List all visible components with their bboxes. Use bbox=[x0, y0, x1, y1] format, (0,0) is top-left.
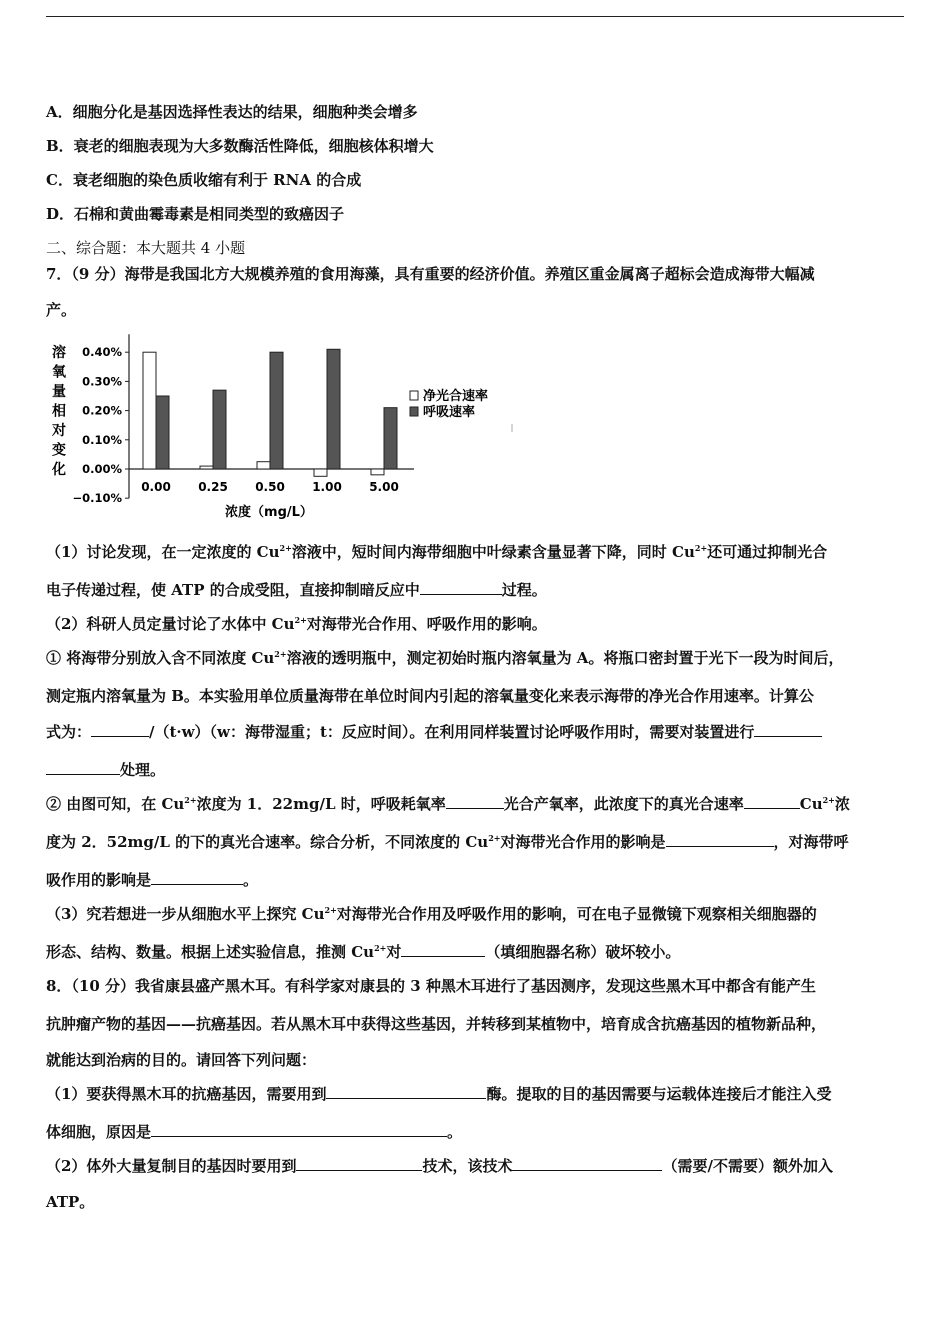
legend-swatch bbox=[410, 391, 418, 400]
x-tick-label: 5.00 bbox=[369, 480, 399, 494]
q7-part2-item2-line-2: 度为 2．52mg/L 的下的真光合速率。综合分析，不同浓度的 $Cu^{2+}$对海带光合作用的影响是 ，对海带呼 bbox=[46, 833, 849, 851]
q7-part1-line-2: 电子传递过程，使 ATP 的合成受阻，直接抑制暗反应中 过程。 bbox=[46, 581, 547, 599]
chart-y-axis-label bbox=[51, 344, 67, 478]
answer-blank[interactable] bbox=[296, 1156, 422, 1171]
legend-label: 呼吸速率 bbox=[423, 405, 476, 420]
q7-part3-line-1: （3）究若想进一步从细胞水平上探究 $Cu^{2+}$对海带光合作用及呼吸作用的影响，可在电子显微镜下观察相关细胞器的 bbox=[46, 905, 817, 923]
y-tick-label: −0.10% bbox=[72, 491, 122, 506]
option-a: A．细胞分化是基因选择性表达的结果，细胞种类会增多 bbox=[46, 103, 418, 121]
legend-label: 净光合速率 bbox=[423, 389, 489, 404]
q8-part2-line-1: （2）体外大量复制目的基因时要用到 技术，该技术 （需要/不需要）额外加入 bbox=[46, 1157, 833, 1175]
bar-respiration bbox=[213, 390, 226, 469]
bar-net-photosynthesis bbox=[371, 469, 384, 475]
bar-respiration bbox=[384, 408, 397, 469]
y-tick-label: 0.00% bbox=[82, 462, 122, 476]
bar-respiration bbox=[270, 352, 283, 469]
y-tick-label: 0.40% bbox=[82, 345, 122, 360]
answer-blank[interactable] bbox=[420, 580, 502, 595]
y-axis-label-char: 量 bbox=[52, 384, 66, 400]
y-axis-label-char: 对 bbox=[52, 423, 66, 439]
q8-stem-line-2: 抗肿瘤产物的基因——抗癌基因。若从黑木耳中获得这些基因，并转移到某植物中，培育成含抗癌基因的植物新品种， bbox=[46, 1015, 827, 1033]
q7-part2-item1-line-2: 测定瓶内溶氧量为 B。本实验用单位质量海带在单位时间内引起的溶氧量变化来表示海带的净光合作用速率。计算公 bbox=[46, 687, 814, 705]
y-tick-label: 0.20% bbox=[82, 403, 122, 418]
q7-part3-line-2: 形态、结构、数量。根据上述实验信息，推测 $Cu^{2+}$对 （填细胞器名称）破坏较小。 bbox=[46, 943, 681, 961]
bar-net-photosynthesis bbox=[143, 352, 156, 469]
y-axis-label-char: 氧 bbox=[52, 364, 66, 381]
answer-blank[interactable] bbox=[666, 832, 774, 847]
y-tick-label: 0.10% bbox=[82, 432, 122, 447]
x-tick-label: 1.00 bbox=[312, 480, 342, 494]
y-axis-label-char: 化 bbox=[52, 462, 66, 478]
q7-part2-item2-line-1: ② 由图可知，在 $Cu^{2+}$浓度为 1．22mg/L 时，呼吸耗氧率 光合产氧率，此浓度下的真光合速率 $Cu^{2+}$浓 bbox=[46, 795, 850, 813]
q7-stem-line-1: 7．（9 分）海带是我国北方大规模养殖的食用海藻，具有重要的经济价值。养殖区重金属离子超标会造成海带大幅减 bbox=[46, 265, 815, 283]
q7-part2-item1-line-3: 式为： /（t·w）（w：海带湿重；t：反应时间）。在利用同样装置讨论呼吸作用时，需要对装置进行 bbox=[46, 722, 822, 742]
q8-stem-line-3: 就能达到治病的目的。请回答下列问题： bbox=[46, 1051, 317, 1069]
chart-x-axis-label: 浓度（mg/L） bbox=[225, 505, 313, 520]
answer-blank[interactable] bbox=[91, 722, 149, 737]
y-axis-label-char: 相 bbox=[52, 403, 66, 420]
chart-x-ticks bbox=[141, 480, 399, 494]
answer-blank[interactable] bbox=[744, 794, 800, 809]
q7-part1-line-1: （1）讨论发现，在一定浓度的 $Cu^{2+}$溶液中，短时间内海带细胞中叶绿素含量显著下降，同时 $Cu^{2+}$还可通过抑制光合 bbox=[46, 543, 828, 561]
answer-blank[interactable] bbox=[446, 794, 504, 809]
option-c: C．衰老细胞的染色质收缩有利于 RNA 的合成 bbox=[46, 171, 362, 189]
q8-part1-line-1: （1）要获得黑木耳的抗癌基因，需要用到 酶。提取的目的基因需要与运载体连接后才能注入受 bbox=[46, 1085, 832, 1103]
bar-respiration bbox=[156, 396, 169, 469]
answer-blank[interactable] bbox=[512, 1156, 662, 1171]
x-tick-label: 0.50 bbox=[255, 480, 285, 494]
answer-blank[interactable] bbox=[151, 870, 243, 885]
y-axis-label-char: 变 bbox=[52, 442, 66, 459]
answer-blank[interactable] bbox=[326, 1084, 486, 1099]
q7-stem-line-2: 产。 bbox=[46, 301, 77, 319]
y-tick-label: 0.30% bbox=[82, 374, 122, 389]
section-heading: 二、综合题：本大题共 4 小题 bbox=[46, 239, 246, 257]
x-tick-label: 0.25 bbox=[198, 480, 228, 494]
bar-net-photosynthesis bbox=[257, 462, 270, 469]
q7-part2-item1-line-1: ① 将海带分别放入含不同浓度 $Cu^{2+}$溶液的透明瓶中，测定初始时瓶内溶氧量为 A。将瓶口密封置于光下一段为时间后， bbox=[46, 649, 844, 667]
answer-blank[interactable] bbox=[151, 1122, 447, 1137]
oxygen-change-bar-chart bbox=[44, 330, 524, 525]
bar-net-photosynthesis bbox=[200, 466, 213, 469]
chart-y-ticks bbox=[72, 345, 129, 505]
q8-part2-line-2: ATP。 bbox=[46, 1193, 95, 1211]
answer-blank[interactable] bbox=[401, 942, 485, 957]
legend-swatch bbox=[410, 407, 418, 416]
answer-blank[interactable] bbox=[754, 722, 822, 737]
answer-blank[interactable] bbox=[46, 760, 120, 775]
option-d: D．石棉和黄曲霉毒素是相同类型的致癌因子 bbox=[46, 205, 345, 223]
q7-part2-item2-line-3: 吸作用的影响是 。 bbox=[46, 871, 259, 889]
q8-stem-line-1: 8．（10 分）我省康县盛产黑木耳。有科学家对康县的 3 种黑木耳进行了基因测序，发现这些黑木耳中都含有能产生 bbox=[46, 977, 816, 995]
top-rule bbox=[46, 16, 904, 17]
x-tick-label: 0.00 bbox=[141, 480, 171, 494]
bar-net-photosynthesis bbox=[314, 469, 327, 476]
option-b: B．衰老的细胞表现为大多数酶活性降低，细胞核体积增大 bbox=[46, 137, 434, 155]
chart-legend bbox=[410, 388, 488, 420]
bar-respiration bbox=[327, 349, 340, 469]
q7-part2-intro: （2）科研人员定量讨论了水体中 $Cu^{2+}$对海带光合作用、呼吸作用的影响。 bbox=[46, 615, 547, 633]
q8-part1-line-2: 体细胞，原因是 。 bbox=[46, 1123, 463, 1141]
q7-part2-item1-line-4: 处理。 bbox=[46, 760, 165, 780]
chart-bars bbox=[143, 349, 397, 476]
y-axis-label-char: 溶 bbox=[52, 345, 66, 361]
